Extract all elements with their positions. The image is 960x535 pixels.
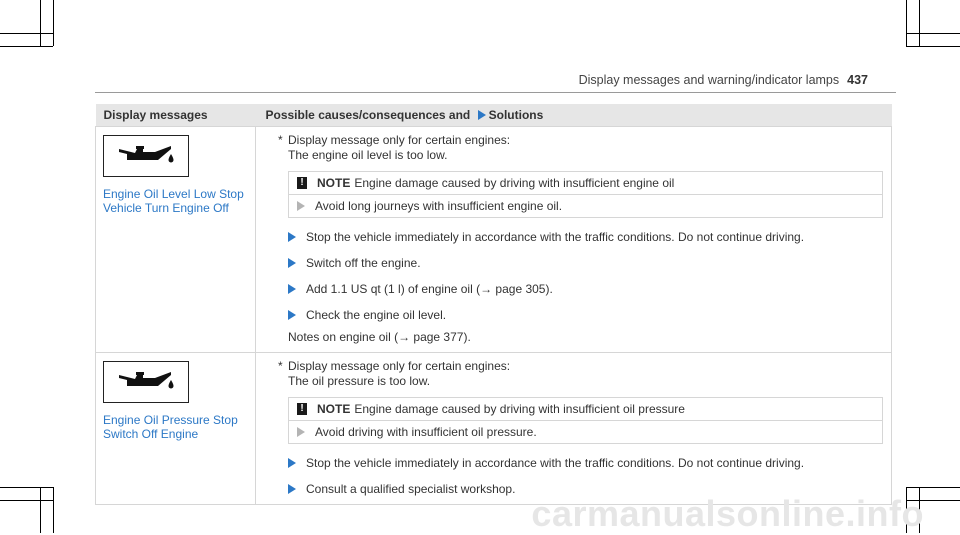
play-arrow-icon [297,427,305,437]
display-messages-table [95,104,892,505]
col-header-causes [256,104,892,127]
crop-mark [0,487,53,488]
crop-mark [906,46,960,47]
table-row [96,127,892,353]
table-row [96,353,892,505]
solution-step: Switch off the engine. [278,256,883,270]
oil-can-icon [103,135,189,177]
col-header-display-messages: Display messages [96,104,256,127]
watermark: carmanualsonline.info [531,493,924,534]
play-arrow-icon [478,110,486,120]
crop-mark [919,0,920,46]
oil-can-icon [103,361,189,403]
solution-step: Add 1.1 US qt (1 l) of engine oil (→ page 305). [278,282,883,296]
crop-mark [53,0,54,46]
display-message-cell [96,353,256,505]
page-number: 437 [847,73,868,87]
note-box [288,171,883,218]
solution-cell [256,127,892,353]
note-action: Avoid driving with insufficient oil pressure. [315,425,537,439]
solution-cell [256,353,892,505]
crop-mark [40,487,41,533]
note-label: NOTE [317,176,351,190]
asterisk-marker: * [278,359,283,373]
note-text: Engine damage caused by driving with insufficient engine oil [354,176,675,190]
play-arrow-icon [288,310,296,320]
crop-mark [906,487,960,488]
play-arrow-icon [288,484,296,494]
running-header [579,73,868,87]
availability-note: * Display message only for certain engines: [278,133,511,147]
asterisk-marker: * [278,133,283,147]
crop-mark [40,0,41,46]
solution-step: Stop the vehicle immediately in accordance with the traffic conditions. Do not continue driving. [278,230,883,244]
play-arrow-icon [288,284,296,294]
crop-mark [906,33,960,34]
availability-note: * Display message only for certain engines: [278,359,511,373]
solution-step: Check the engine oil level. [278,308,883,322]
section-title: Display messages and warning/indicator lamps [578,73,840,87]
crop-mark [0,500,53,501]
play-arrow-icon [288,258,296,268]
note-box [288,397,883,444]
play-arrow-icon [297,201,305,211]
crop-mark [906,0,907,46]
note-action: Avoid long journeys with insufficient engine oil. [315,199,563,213]
footer-note: Notes on engine oil (→ page 377). [288,330,471,344]
header-rule [95,92,896,93]
cause-text: The oil pressure is too low. [288,374,431,388]
note-label: NOTE [317,402,351,416]
col-header-causes-text: Possible causes/consequences and [265,108,471,122]
play-arrow-icon [288,458,296,468]
display-message-cell [96,127,256,353]
play-arrow-icon [288,232,296,242]
warning-icon: ! [297,403,307,415]
col-header-solutions: Solutions [488,108,544,122]
warning-icon: ! [297,177,307,189]
display-message-text: Engine Oil Pressure Stop Switch Off Engine [103,413,238,441]
crop-mark [0,33,53,34]
table-header-row [96,104,892,127]
cause-text: The engine oil level is too low. [288,148,448,162]
crop-mark [53,487,54,533]
crop-mark [0,46,53,47]
solution-step: Consult a qualified specialist workshop. [278,482,883,496]
display-message-text: Engine Oil Level Low Stop Vehicle Turn Engine Off [103,187,244,215]
solution-step: Stop the vehicle immediately in accordance with the traffic conditions. Do not continue driving. [278,456,883,470]
note-text: Engine damage caused by driving with insufficient oil pressure [354,402,685,416]
